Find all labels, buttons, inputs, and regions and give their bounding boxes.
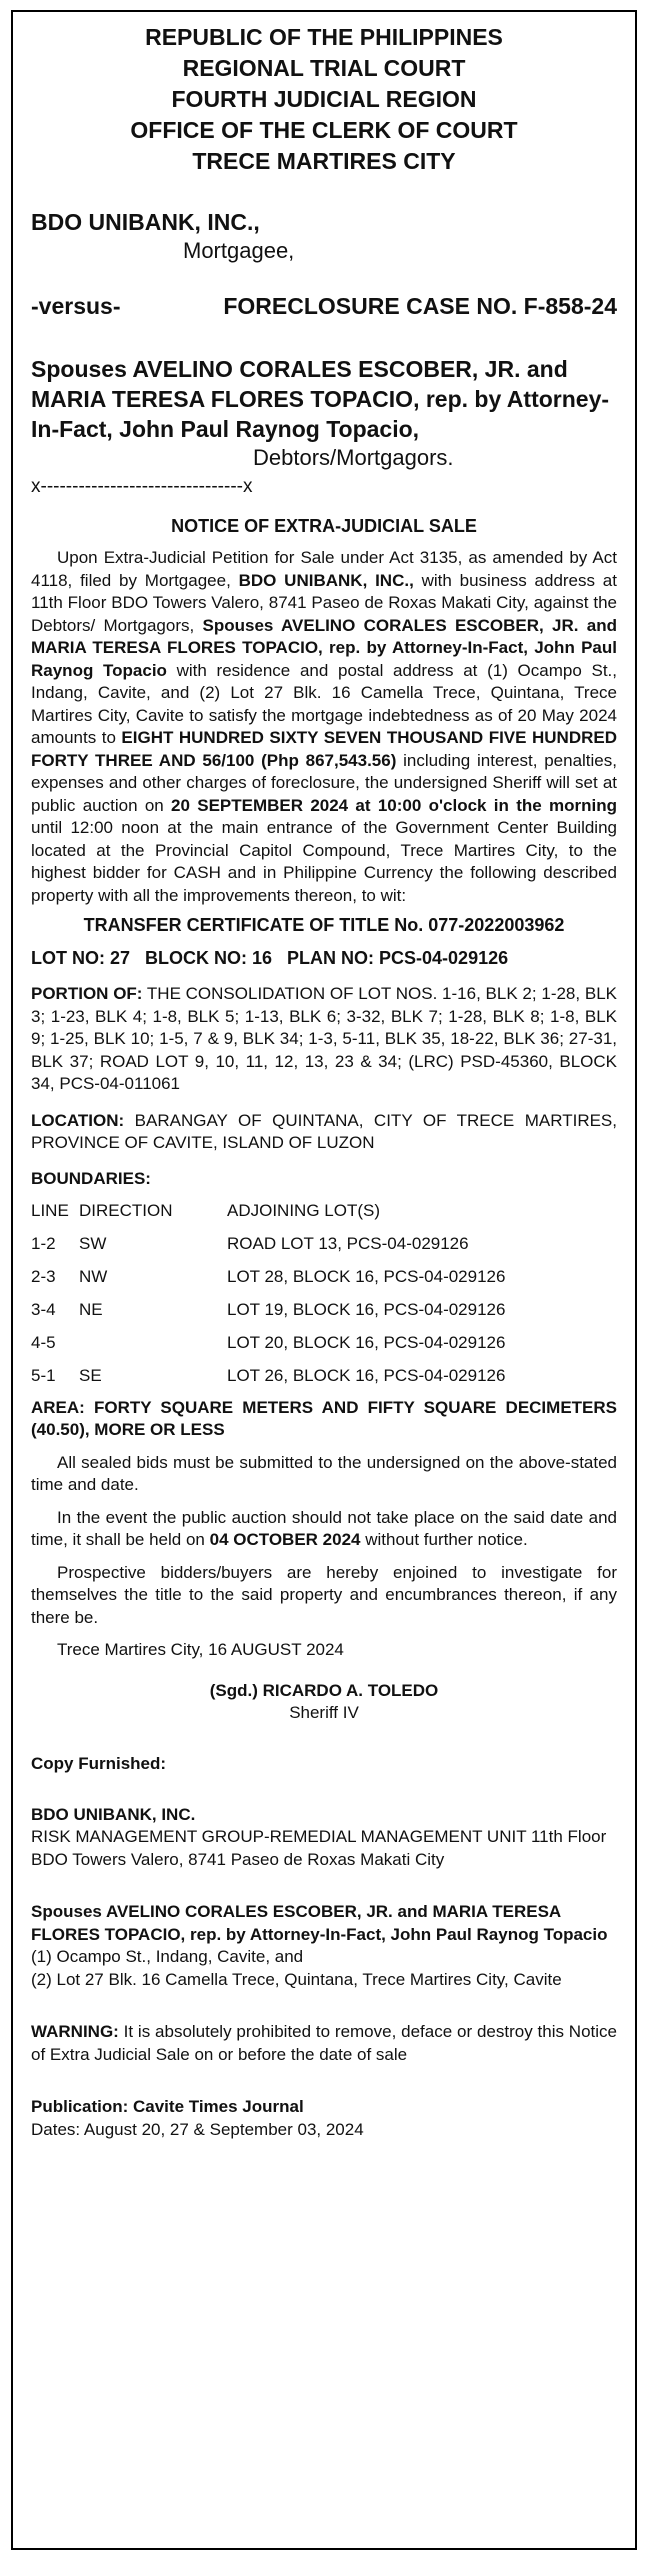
recipient-address: RISK MANAGEMENT GROUP-REMEDIAL MANAGEMENT UNIT 11th Floor BDO Towers Valero, 8741 Paseo de Roxas Makati City <box>31 1827 607 1869</box>
boundaries-header-row: LINE DIRECTION ADJOINING LOT(S) <box>31 1201 381 1220</box>
header-line: FOURTH JUDICIAL REGION <box>171 86 477 112</box>
reschedule-paragraph: In the event the public auction should not take place on the said date and time, it shall be held on 04 OCTOBER 2024 without further notice. <box>31 1507 617 1549</box>
location-paragraph: LOCATION: BARANGAY OF QUINTANA, CITY OF TRECE MARTIRES, PROVINCE OF CAVITE, ISLAND OF LUZON <box>31 1110 617 1152</box>
boundaries-table <box>31 1195 505 1393</box>
header-line: OFFICE OF THE CLERK OF COURT <box>130 117 518 143</box>
copy-furnished-label: Copy Furnished: <box>31 1753 167 1773</box>
table-row: 3-4 NE LOT 19, BLOCK 16, PCS-04-029126 <box>31 1300 506 1319</box>
case-number: FORECLOSURE CASE NO. F-858-24 <box>223 293 617 319</box>
notice-body-paragraph: Upon Extra-Judicial Petition for Sale under Act 3135, as amended by Act 4118, filed by Mortgagee, BDO UNIBANK, INC., with business address at 11th Floor BDO Towers Valero, 8741 Paseo de Roxas Makati City, against the Debtors/ Mortgagors, Spouses AVELINO CORALES ESCOBER, JR. and MARIA TERESA FLORES TOPACIO, rep. by Attorney-In-Fact, John Paul Raynog Topacio with residence and postal address at (1) Ocampo St., Indang, Cavite, and (2) Lot 27 Blk. 16 Camella Trece, Quintana, Trece Martires City, Cavite to satisfy the mortgage indebtedness as of 20 May 2024 amounts to EIGHT HUNDRED SIXTY SEVEN THOUSAND FIVE HUNDRED FORTY THREE AND 56/100 (Php 867,543.56) including interest, penalties, expenses and other charges of foreclosure, the undersigned Sheriff will set at public auction on 20 SEPTEMBER 2024 at 10:00 o'clock in the morning until 12:00 noon at the main entrance of the Government Center Building located at the Provincial Capitol Compound, Trece Martires City, to the highest bidder for CASH and in Philippine Currency the following described property with all the improvements thereon, to wit: <box>31 548 617 905</box>
dateline: Trece Martires City, 16 AUGUST 2024 <box>57 1640 344 1659</box>
notice-page <box>11 10 637 2550</box>
title-certificate: TRANSFER CERTIFICATE OF TITLE No. 077-2022003962 <box>83 915 565 935</box>
caption-separator: x--------------------------------x <box>31 476 253 497</box>
versus-label: -versus- <box>31 293 121 319</box>
lot-details: LOT NO: 27 BLOCK NO: 16 PLAN NO: PCS-04-029126 <box>31 948 509 968</box>
recipient-address: (1) Ocampo St., Indang, Cavite, and <box>31 1947 304 1966</box>
table-row: 1-2 SW ROAD LOT 13, PCS-04-029126 <box>31 1234 469 1253</box>
defendant-role: Debtors/Mortgagors. <box>253 445 454 470</box>
plaintiff-role: Mortgagee, <box>183 238 295 263</box>
header-line: REGIONAL TRIAL COURT <box>182 55 466 81</box>
recipient-name: Spouses AVELINO CORALES ESCOBER, JR. and MARIA TERESA FLORES TOPACIO, rep. by Attorney-In-Fact, John Paul Raynog Topacio <box>31 1902 608 1944</box>
recipient-address: (2) Lot 27 Blk. 16 Camella Trece, Quintana, Trece Martires City, Cavite <box>31 1969 562 1989</box>
court-header <box>31 22 617 177</box>
plaintiff-name: BDO UNIBANK, INC., <box>31 209 260 235</box>
signature-block <box>31 1680 617 1724</box>
portion-paragraph: PORTION OF: THE CONSOLIDATION OF LOT NOS. 1-16, BLK 2; 1-28, BLK 3; 1-23, BLK 4; 1-8, BLK 5; 1-13, BLK 6; 3-32, BLK 7; 1-28, BLK 8; 1-8, BLK 9; 1-25, BLK 10; 1-5, 7 & 9, BLK 34; 1-3, 5-11, BLK 35, 18-22, BLK 36; 27-31, BLK 37; ROAD LOT 9, 10, 11, 12, 13, 23 & 34; (LRC) PSD-45360, BLOCK 34, PCS-04-011061 <box>31 984 617 1093</box>
header-line: REPUBLIC OF THE PHILIPPINES <box>145 24 503 50</box>
warning-notice: WARNING: It is absolutely prohibited to remove, deface or destroy this Notice of Extra Judicial Sale on or before the date of sale <box>31 2022 617 2064</box>
header-line: TRECE MARTIRES CITY <box>192 148 456 174</box>
publication-info <box>31 2096 617 2141</box>
case-line <box>31 293 617 320</box>
table-row: 2-3 NW LOT 28, BLOCK 16, PCS-04-029126 <box>31 1267 506 1286</box>
boundaries-label: BOUNDARIES: <box>31 1168 151 1188</box>
recipient-bdo <box>31 1804 617 1872</box>
table-row: 4-5 LOT 20, BLOCK 16, PCS-04-029126 <box>31 1333 506 1352</box>
publication-name: Publication: Cavite Times Journal <box>31 2097 304 2116</box>
bidders-paragraph: Prospective bidders/buyers are hereby enjoined to investigate for themselves the title to the said property and encumbrances thereon, if any there be. <box>31 1562 617 1627</box>
recipient-name: BDO UNIBANK, INC. <box>31 1804 196 1824</box>
recipient-spouses <box>31 1901 617 1991</box>
notice-title: NOTICE OF EXTRA-JUDICIAL SALE <box>171 516 477 536</box>
area-statement: AREA: FORTY SQUARE METERS AND FIFTY SQUARE DECIMETERS (40.50), MORE OR LESS <box>31 1397 617 1439</box>
signatory-name: (Sgd.) RICARDO A. TOLEDO <box>209 1680 439 1700</box>
signatory-title: Sheriff IV <box>289 1702 359 1722</box>
table-row: 5-1 SE LOT 26, BLOCK 16, PCS-04-029126 <box>31 1366 506 1385</box>
bids-paragraph: All sealed bids must be submitted to the undersigned on the above-stated time and date. <box>31 1452 617 1494</box>
publication-dates: Dates: August 20, 27 & September 03, 2024 <box>31 2119 364 2139</box>
defendant-name: Spouses AVELINO CORALES ESCOBER, JR. and MARIA TERESA FLORES TOPACIO, rep. by Attorney-In-Fact, John Paul Raynog Topacio, <box>31 356 610 442</box>
